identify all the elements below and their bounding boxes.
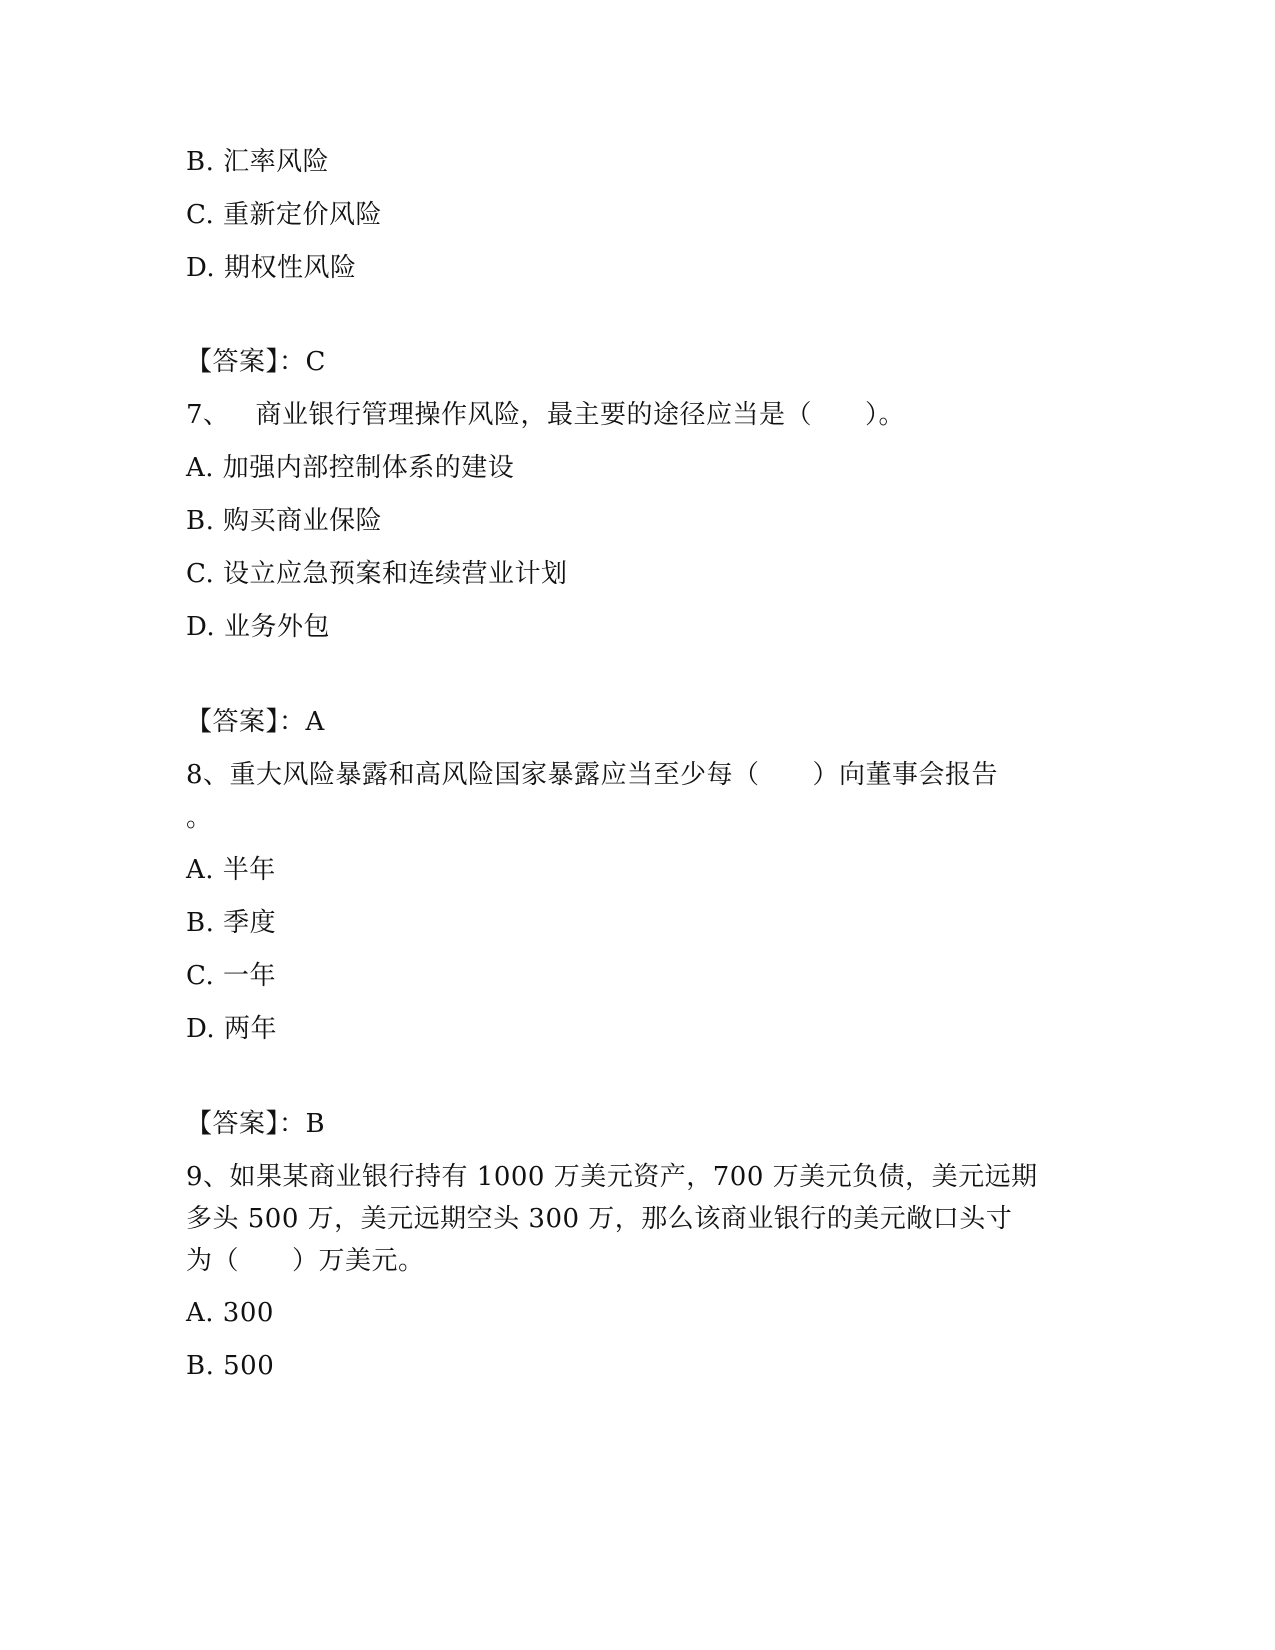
q7-option-a: A. 加强内部控制体系的建设: [186, 453, 515, 483]
q7-option-b: B. 购买商业保险: [186, 506, 383, 536]
q7-answer: 【答案】：A: [186, 707, 325, 737]
q9-question-line-1: 9、如果某商业银行持有 1000 万美元资产，700 万美元负债，美元远期: [186, 1162, 1038, 1192]
q8-option-a: A. 半年: [186, 855, 276, 885]
q6-option-c: C. 重新定价风险: [186, 200, 382, 230]
q8-question-line-2: 。: [186, 803, 213, 833]
q8-option-c: C. 一年: [186, 961, 276, 991]
q7-question: [186, 398, 905, 432]
q7-option-c: C. 设立应急预案和连续营业计划: [186, 559, 568, 589]
q8-question-line-1: 8、重大风险暴露和高风险国家暴露应当至少每（ ）向董事会报告: [186, 760, 999, 790]
q8-answer: 【答案】：B: [186, 1109, 326, 1139]
q6-answer: 【答案】：C: [186, 347, 326, 377]
q9-question-line-3: 为（ ）万美元。: [186, 1246, 425, 1276]
q9-question-line-2: 多头 500 万，美元远期空头 300 万，那么该商业银行的美元敞口头寸: [186, 1204, 1013, 1234]
q6-option-b: B. 汇率风险: [186, 147, 330, 177]
q7-option-d: D. 业务外包: [186, 612, 330, 642]
q6-option-d: D. 期权性风险: [186, 253, 357, 283]
q8-option-b: B. 季度: [186, 908, 277, 938]
q7-text: 商业银行管理操作风险，最主要的途径应当是（ ）。: [255, 400, 906, 430]
q9-option-a: A. 300: [186, 1298, 274, 1328]
q9-option-b: B. 500: [186, 1351, 275, 1381]
q8-option-d: D. 两年: [186, 1014, 277, 1044]
q7-number: 7、: [186, 400, 230, 430]
